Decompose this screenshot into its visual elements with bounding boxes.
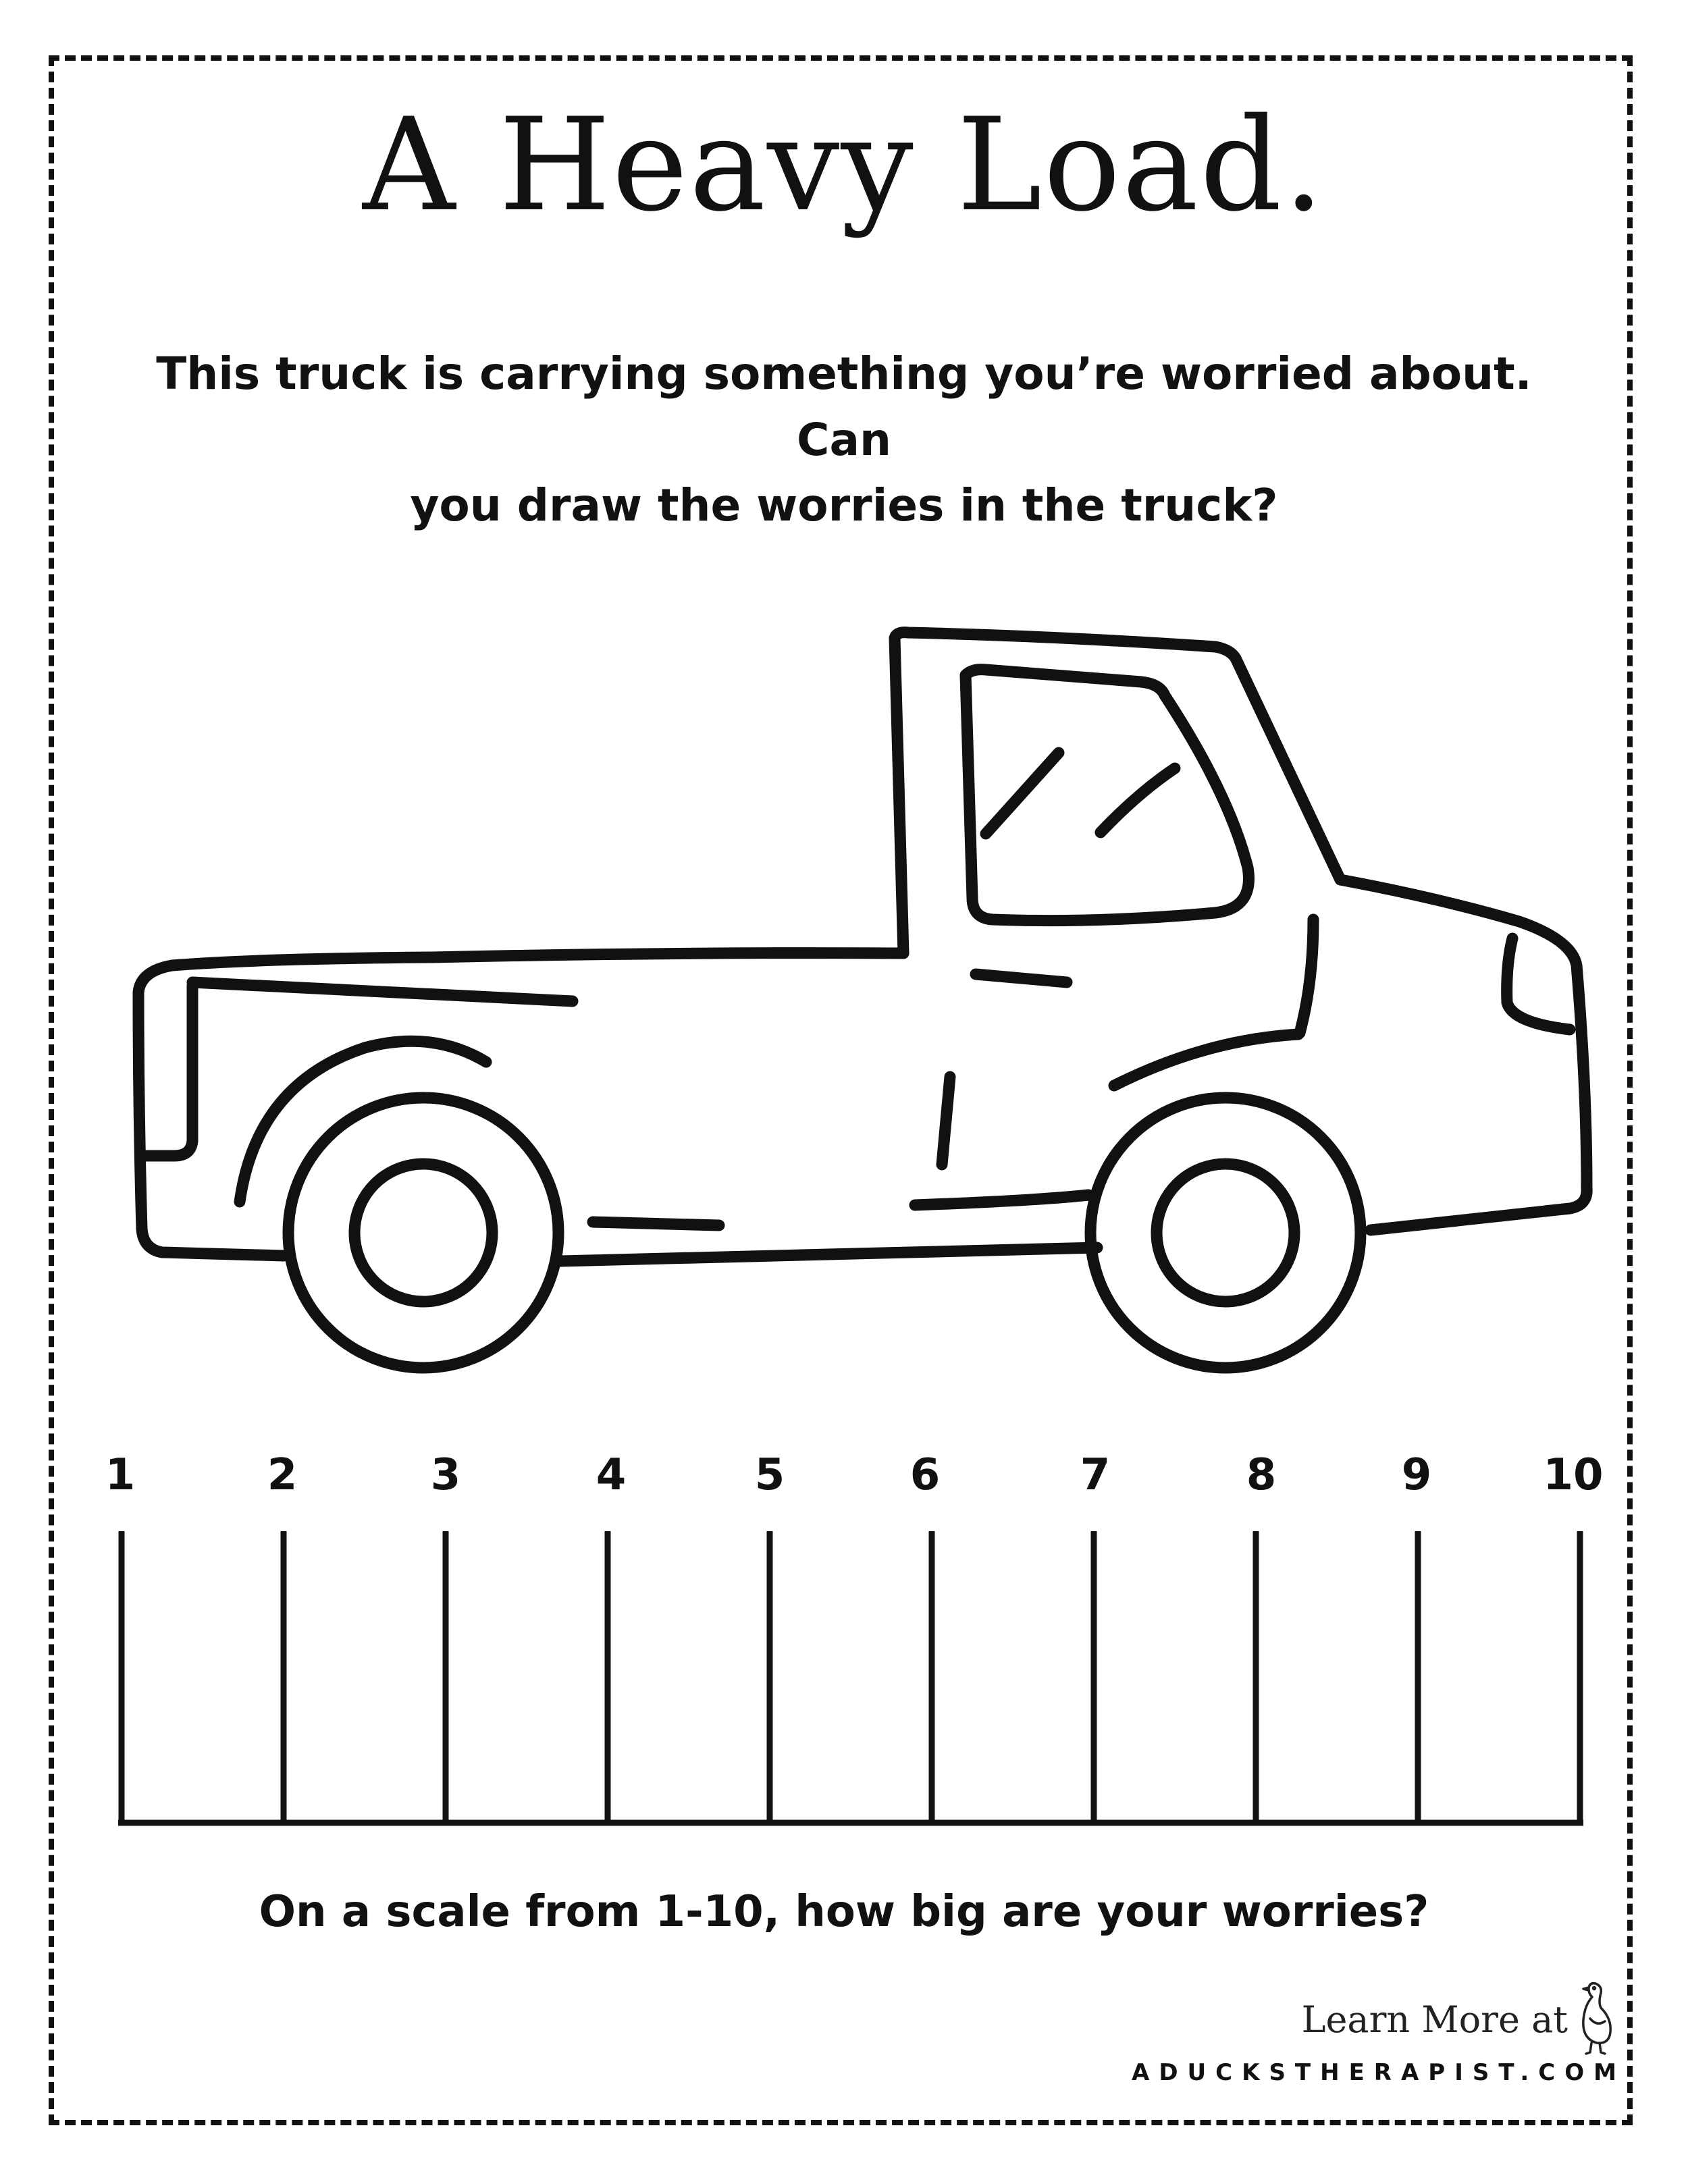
side-line-left [593, 1222, 719, 1225]
scale-label-8: 8 [1246, 1450, 1277, 1500]
worry-scale-bars [118, 1531, 1583, 1823]
door-line [942, 1077, 950, 1165]
scale-label-2: 2 [267, 1450, 298, 1500]
window-glare-2 [1101, 768, 1175, 832]
scale-label-7: 7 [1080, 1450, 1111, 1500]
scale-question: On a scale from 1-10, how big are your worries? [259, 1887, 1429, 1937]
scale-label-9: 9 [1401, 1450, 1432, 1500]
scale-label-1: 1 [105, 1450, 136, 1500]
rear-wheel-outer [288, 1098, 558, 1368]
front-wheel-outer [1090, 1098, 1361, 1368]
scale-label-4: 4 [596, 1450, 627, 1500]
bed-end-line [145, 986, 192, 1156]
learn-more-text: Learn More at [1301, 1998, 1568, 2041]
scale-label-3: 3 [430, 1450, 461, 1500]
instruction-line-1: This truck is carrying something you’re worried about. Can [156, 348, 1532, 466]
truck-body-outline [895, 633, 1587, 1230]
scale-label-10: 10 [1543, 1450, 1604, 1500]
bed-rail-line [192, 982, 573, 1001]
worksheet-title: A Heavy Load. [363, 90, 1325, 240]
rocker-line [915, 1195, 1088, 1205]
website-url: ADUCKSTHERAPIST.COM [1132, 2059, 1626, 2086]
scale-label-6: 6 [909, 1450, 941, 1500]
scale-label-5: 5 [754, 1450, 785, 1500]
rear-fender-arc [240, 1041, 486, 1202]
window-glare-1 [986, 753, 1059, 834]
truck-bottom-line [560, 1248, 1097, 1261]
door-handle-line [976, 974, 1067, 982]
front-fender-arc [1114, 1034, 1298, 1086]
headlight [1507, 938, 1570, 1030]
front-fender-line [1300, 920, 1313, 1033]
instruction-line-2: you draw the worries in the truck? [410, 479, 1278, 532]
rear-wheel-inner [354, 1164, 492, 1302]
duck-logo-icon [1570, 1978, 1617, 2059]
front-wheel-inner [1157, 1164, 1294, 1302]
truck-window [966, 670, 1248, 921]
